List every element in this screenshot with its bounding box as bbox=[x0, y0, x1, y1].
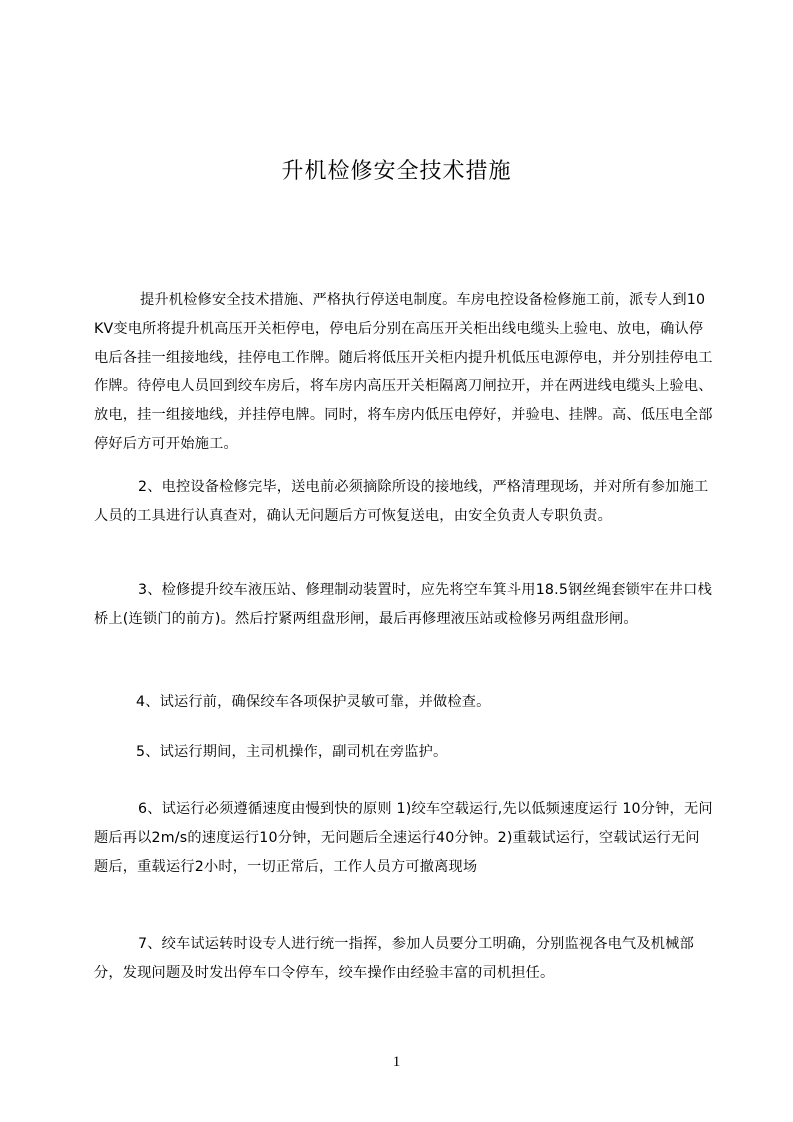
paragraph-hydraulic-station-maintenance: 3、检修提升绞车液压站、修理制动装置时，应先将空车箕斗用18.5钢丝绳套锁牢在井口栈桥上(连锁门的前方)。然后拧紧两组盘形闸，最后再修理液压站或检修另两组盘形闸。 bbox=[94, 582, 712, 627]
paragraph-restore-power: 2、电控设备检修完毕，送电前必须摘除所设的接地线，严格清理现场，并对所有参加施工人员的工具进行认真查对，确认无问题后方可恢复送电，由安全负责人专职负责。 bbox=[94, 479, 709, 524]
document-title: 升机检修安全技术措施 bbox=[281, 158, 512, 184]
paragraph-test-speed-principle: 6、试运行必须遵循速度由慢到快的原则 1)绞车空载运行,先以低频速度运行 10分钟，无问题后再以2m/s的速度运行10分钟，无问题后全速运行40分钟。2)重载试运行，空载试运行无问题后，重载运行2小时，一切正常后，工作人员方可撤离现场 bbox=[94, 801, 713, 875]
page-number: 1 bbox=[392, 1054, 401, 1070]
paragraph-power-outage-procedure: 提升机检修安全技术措施、严格执行停送电制度。车房电控设备检修施工前，派专人到10KV变电所将提升机高压开关柜停电，停电后分别在高压开关柜出线电缆头上验电、放电，确认停电后各挂一组接地线，挂停电工作牌。随后将低压开关柜内提升机低压电源停电，并分别挂停电工作牌。待停电人员回到绞车房后，将车房内高压开关柜隔离刀闸拉开，并在两进线电缆头上验电、放电，挂一组接地线，并挂停电牌。同时，将车房内低压电停好，并验电、挂牌。高、低压电全部停好后方可开始施工。 bbox=[94, 292, 713, 452]
paragraph-pre-test-check: 4、试运行前，确保绞车各项保护灵敏可靠，并做检查。 bbox=[136, 694, 491, 710]
paragraph-test-operation-roles: 5、试运行期间，主司机操作，副司机在旁监护。 bbox=[136, 744, 448, 760]
paragraph-command-and-supervision: 7、绞车试运转时设专人进行统一指挥，参加人员要分工明确，分别监视各电气及机械部分，发现问题及时发出停车口令停车，绞车操作由经验丰富的司机担任。 bbox=[94, 936, 694, 981]
